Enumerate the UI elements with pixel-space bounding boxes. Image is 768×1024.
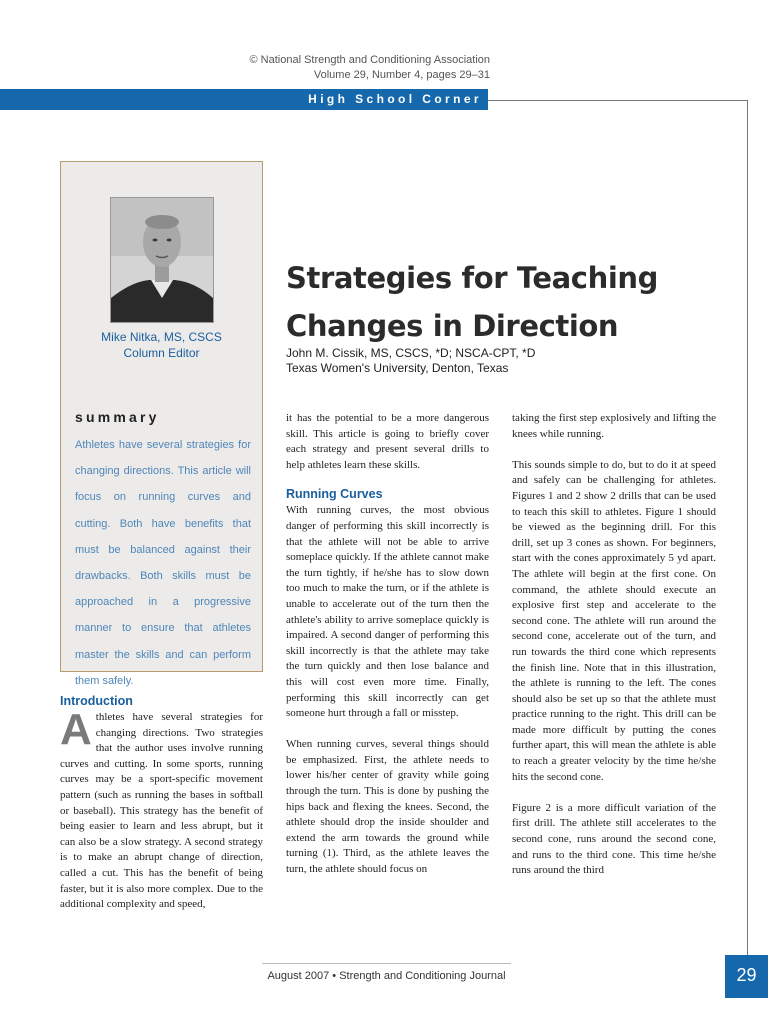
copyright-notice bbox=[200, 53, 490, 83]
editor-role: Column Editor bbox=[123, 346, 200, 360]
section-banner bbox=[0, 89, 488, 110]
article-title-line-1: Strategies for Teaching bbox=[286, 261, 658, 295]
section-title: High School Corner bbox=[308, 92, 482, 106]
paragraph: When running curves, several things should be emphasized. First, the athlete needs to lower his/her center of gravity while going through the turn. This is done by pushing the hips back and flexing the knees. Second, the athlete should drop the inside shoulder and extend the arm towards the ground while turning (1). Third, as the athlete leaves the turn, the athlete should focus on bbox=[286, 738, 489, 876]
article-title-line-2: Changes in Direction bbox=[286, 309, 619, 343]
summary-heading: summary bbox=[75, 409, 160, 425]
section-heading-running-curves: Running Curves bbox=[286, 487, 383, 502]
editor-sidebar bbox=[60, 161, 263, 687]
editor-credit bbox=[61, 329, 262, 361]
frame-rule-right bbox=[747, 100, 748, 955]
section-heading-introduction: Introduction bbox=[60, 694, 133, 708]
summary-text: Athletes have several strategies for changing directions. This article will focus on running curves and cutting. Both have benefits that must be balanced against their drawbacks. Both skills must be approached in a progressive manner to ensure that athletes master the skills and can perform them safely. bbox=[75, 439, 251, 687]
editor-name: Mike Nitka, MS, CSCS bbox=[101, 330, 222, 344]
paragraph-text: thletes have several strategies for changing directions. Two strategies that the author uses involve running curves and cutting. In some sports, running curves may be a sport-specific movement pattern (such as running the bases in softball or baseball). This strategy has the benefit of being easier to learn and less abrupt, but it can also be a slow strategy. A second strategy is to make an abrupt change of direction, called a cut. This has the benefit of being faster, but it is also more complex. Due to the additional complexity and speed, bbox=[60, 711, 263, 911]
footer-rule bbox=[262, 963, 511, 964]
text-column-1 bbox=[60, 692, 263, 913]
volume-line: Volume 29, Number 4, pages 29–31 bbox=[313, 69, 490, 81]
copyright-line: © National Strength and Conditioning Association bbox=[249, 54, 490, 66]
drop-cap: A bbox=[60, 705, 92, 754]
text-column-2 bbox=[286, 411, 489, 878]
paragraph: With running curves, the most obvious danger of performing this skill incorrectly is that the athlete will not be able to arrive someplace quickly. If the athlete cannot make the turn tightly, if he/she has to slow down too much to make the turn, or if the athlete is unable to accelerate out of the turn then the athlete's ability to arrive someplace quickly is impaired. A second danger of performing this skill incorrectly is that the athlete may take the turn quickly and then lose balance and this will cost even more time. Finally, performing this skill incorrectly can get someone hurt through a fall or misstep. bbox=[286, 504, 489, 720]
frame-rule-top bbox=[488, 100, 748, 101]
author-affiliation: Texas Women's University, Denton, Texas bbox=[286, 361, 509, 375]
paragraph: Figure 2 is a more difficult variation of the first drill. The athlete still accelerates to the second cone, runs around the second cone, and runs to the third cone. This time he/she runs around the third bbox=[512, 801, 716, 877]
page-number: 29 bbox=[725, 955, 768, 998]
text-column-3 bbox=[512, 411, 716, 879]
paragraph: This sounds simple to do, but to do it at speed and safely can be challenging for athletes. Figures 1 and 2 show 2 drills that can be used to teach this skill to athletes. Figure 1 should be viewed as the beginning drill. For this drill, set up 3 cones as shown. For beginners, start with the cones approximately 5 yd apart. The athlete will begin at the first cone. On command, the athlete should execute an explosive first step and accelerate to the second cone. The athlete will run around the second cone, accelerate out of the turn, and run towards the third cone which represents the finish line. Note that in this illustration, the athlete is running to the left. The cones should also be set up so that the athlete must practice running to the right. This drill can be made more difficult by putting the cones further apart, this will mean the athlete is able to reach a greater velocity by the time he/she hits the second cone. bbox=[512, 458, 716, 783]
editor-photo bbox=[110, 197, 214, 323]
footer-journal: August 2007 • Strength and Conditioning Journal bbox=[267, 970, 506, 982]
paragraph: it has the potential to be a more dangerous skill. This article is going to briefly cover each strategy and present several drills to help athletes learn these skills. bbox=[286, 412, 489, 471]
paragraph bbox=[60, 705, 263, 913]
paragraph: taking the first step explosively and lifting the knees while running. bbox=[512, 412, 716, 440]
article-byline bbox=[286, 346, 535, 376]
article-title bbox=[286, 254, 736, 350]
author-name: John M. Cissik, MS, CSCS, *D; NSCA-CPT, *D bbox=[286, 346, 536, 360]
